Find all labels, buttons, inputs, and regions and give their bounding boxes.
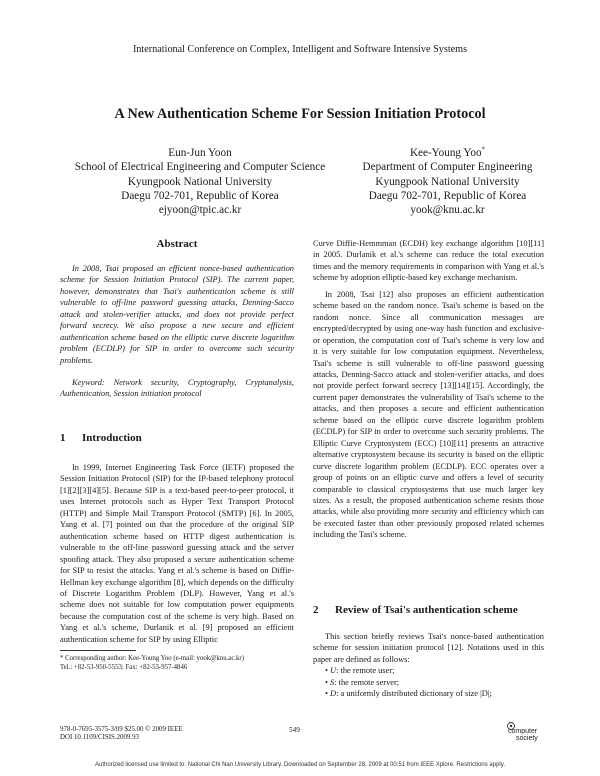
notation-desc: : a uniformly distributed dictionary of size |D|; (336, 689, 492, 699)
author-name: Kee-Young Yoo (409, 147, 482, 159)
notation-symbol: S (330, 677, 335, 687)
page-number: 549 (289, 726, 300, 734)
footnote-line: * Corresponding author: Kee-Young Yoo (e-mail: yook@knu.ac.kr) (60, 655, 244, 662)
notation-symbol: U (330, 666, 337, 676)
paper-title: A New Authentication Scheme For Session Initiation Protocol (114, 106, 486, 122)
keywords (60, 377, 294, 400)
review-body (313, 631, 544, 700)
logo-text-bottom: society (516, 735, 538, 742)
footnote-rule (60, 650, 136, 651)
author-email[interactable]: ejyoon@tpic.ac.kr (158, 204, 242, 217)
section-number: 1 (60, 432, 66, 444)
author-email[interactable]: yook@knu.ac.kr (410, 204, 485, 217)
section-title: Introduction (82, 432, 142, 444)
abstract-heading: Abstract (156, 238, 198, 250)
notation-item: • S: the remote server; (325, 677, 400, 687)
author-dept: Department of Computer Engineering (362, 161, 533, 174)
abstract-paragraph: In 2008, Tsai proposed an efficient nonce-based authentication scheme for Session Initiation Protocol (SIP). The current paper, however, demonstrates that Tsai's authentication scheme is still vulnerable to off-line password guessing attacks, Denning-Sacco attack and stolen-verifier attacks, and does not provide perfect forward secrecy. We also propose a new secure and efficient authentication scheme based on the elliptic curve discrete logarithm problem (ECDLP) for SIP in order to overcome such security problems. (60, 264, 294, 365)
paragraph: In 1999, Internet Engineering Task Force (IETF) proposed the Session Initiation Protocol (SIP) for the IP-based telephony protocol [1][2][3][4][5]. Because SIP is a text-based peer-to-peer protocol, it uses Internet protocols such as Hyper Text Transport Protocol (HTTP) and Simple Mail Transport Protocol (SMTP) [6]. In 2005, Yang et al. [7] pointed out that the procedure of the original SIP authentication scheme based on HTTP digest authentication is vulnerable to the off-line password guessing attack and the server spoofing attack. They also proposed a secure authentication scheme for SIP to resist the attacks. Yang et al.'s scheme is based on Diffie-Hellman key exchange algorithm [8], which depends on the difficulty of Discrete Logarithm Problem (DLP). However, Yang et al.'s scheme does not suitable for low computation power equipments because the computation cost of the scheme is very high. Based on Yang et al.'s scheme, Durlanik et al. [9] proposed an efficient authentication scheme for SIP by using Elliptic (60, 463, 294, 644)
section-number: 2 (313, 604, 319, 616)
author-name: Eun-Jun Yoon (168, 147, 232, 159)
right-column-body (313, 238, 544, 541)
notation-desc: : the remote server; (334, 677, 400, 687)
corresponding-mark: * (481, 145, 486, 154)
notation-item: • U: the remote user; (325, 666, 395, 676)
isbn-text: 978-0-7695-3575-3/09 $25.00 © 2009 IEEE (60, 726, 183, 733)
conference-header: International Conference on Complex, Intelligent and Software Intensive Systems (132, 44, 468, 55)
doi-text: DOI 10.1109/CISIS.2009.93 (60, 734, 139, 742)
footnote (60, 655, 294, 672)
computer-society-logo (502, 719, 544, 745)
author-dept: School of Electrical Engineering and Computer Science (74, 161, 326, 174)
authorized-use-notice: Authorized licensed use limited to: National Chi Nan University Library. Downloaded on September 28, 2009 at 00:51 from IEEE Xplore. Restrictions apply. (95, 762, 505, 768)
notation-item: • D: a uniformly distributed dictionary of size |D|; (325, 689, 492, 699)
author-block-2 (340, 146, 555, 217)
author-address: Daegu 702-701, Republic of Korea (121, 189, 279, 202)
paragraph: Curve Diffie-Hemmman (ECDH) key exchange algorithm [10][11] in 2005. Durlanik et al.'s scheme can reduce the total execution times and the memory requirements in comparison with Yang et al.'s scheme by adoption elliptic-based key exchange mechanism. (313, 239, 544, 283)
section-title: Review of Tsai's authentication scheme (335, 604, 518, 616)
notation-symbol: D (330, 689, 337, 699)
section-heading-introduction (60, 432, 142, 444)
footnote-line: Tel.: +82-53-950-5553; Fax: +82-53-957-4846 (60, 663, 188, 671)
paragraph: In 2008, Tsai [12] also proposes an efficient authentication scheme based on the random nonce. Tsai's scheme is based on the random nonce. Since all communication messages are encrypted/decrypted by using one-way hash function and exclusive-or operation, the computation cost of Tsai's scheme is very low and it is very suitable for low computation equipment. Nevertheless, Tsai's scheme is still vulnerable to off-line password guessing attacks, Denning-Sacco attack and stolen-verifier attacks, and does not provide perfect forward secrecy [13][14][15]. Accordingly, the current paper demonstrates the vulnerability of Tsai's scheme to the attacks, and then proposes a secure and efficient authentication scheme based on the elliptic curve discrete logarithm problem (ECDLP) for SIP in order to overcome such security problems. The Elliptic Curve Cryptosystem (ECC) [10][11] presents an attractive alternative cryptosystem because its security is based on the elliptic curve discrete logarithm problem (ECDLP). ECC operates over a group of points on an elliptic curve and offers a level of security comparable to classical cryptosystems that use much larger key sizes. As a result, the proposed authentication scheme resists those attacks, while also providing more security and efficiency which can be executed faster than other previously proposed related schemes including the Tasi's scheme. (313, 289, 544, 540)
introduction-body (60, 462, 294, 645)
abstract-text (60, 263, 294, 366)
author-block-1 (60, 146, 340, 217)
author-univ: Kyungpook National University (127, 175, 273, 188)
logo-text-top: computer (508, 728, 538, 735)
author-univ: Kyungpook National University (375, 175, 520, 188)
keywords-text: Keyword: Network security, Cryptography, Cryptanalysis, Authentication, Session initiation protocol (60, 378, 294, 399)
section-heading-review (313, 604, 518, 616)
notation-desc: : the remote user; (336, 666, 395, 676)
paragraph: This section briefly reviews Tsai's nonce-based authentication scheme for session initiation protocol [12]. Notations used in this paper are defined as follows: (313, 632, 544, 664)
copyright-footer (60, 726, 183, 743)
author-address: Daegu 702-701, Republic of Korea (368, 189, 527, 202)
